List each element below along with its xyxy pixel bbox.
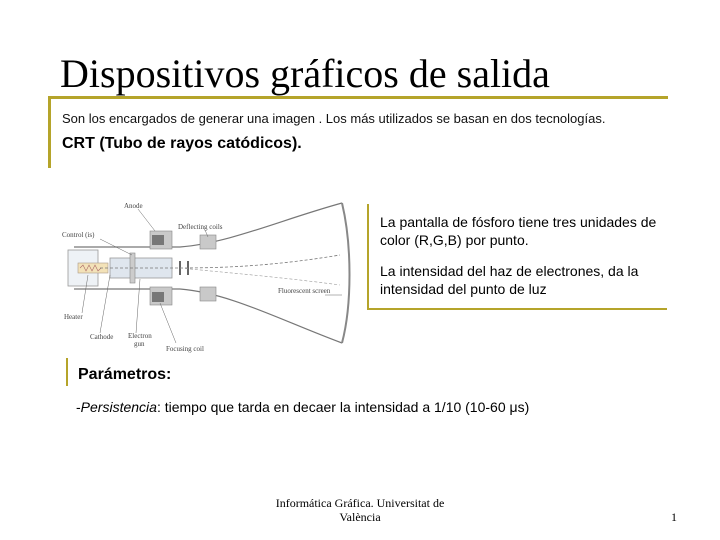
leader-gun: [136, 279, 140, 333]
note-intensity: La intensidad del haz de electrones, da la intensidad del punto de luz: [380, 263, 639, 297]
notes-bottom-rule: [367, 308, 667, 310]
label-anode: Anode: [124, 202, 143, 210]
persistence-definition: : tiempo que tarda en decaer la intensidad a 1/10 (10-60 μs): [156, 399, 530, 415]
footer: [250, 496, 470, 524]
persistence-term: Persistencia: [80, 399, 157, 415]
parameters-heading: Parámetros:: [78, 366, 172, 383]
footer-line-1: Informática Gráfica. Universitat de: [275, 496, 445, 510]
persistence-line: [76, 399, 529, 415]
leader-cathode: [100, 275, 110, 333]
title-side-rule: [48, 96, 51, 168]
label-heater: Heater: [64, 313, 83, 321]
slide-title: Dispositivos gráficos de salida: [60, 51, 550, 96]
deflecting-coil-upper: [200, 235, 216, 249]
label-control: Control (is): [62, 231, 95, 239]
focusing-coil-upper: [152, 235, 164, 245]
electron-beam-2: [180, 268, 340, 285]
fluorescent-screen: [342, 203, 350, 343]
label-gun-1: Electron: [128, 332, 152, 340]
label-gun-2: gun: [134, 340, 145, 348]
params-rule: [66, 358, 68, 386]
label-cathode: Cathode: [90, 333, 114, 341]
notes-side-rule: [367, 204, 369, 310]
focusing-coil-lower: [152, 292, 164, 302]
persistence-prefix: -: [76, 399, 81, 415]
title-underline: [48, 96, 668, 99]
label-focusing: Focusing coil: [166, 345, 204, 353]
label-screen: Fluorescent screen: [278, 287, 331, 295]
section-heading: CRT (Tubo de rayos catódicos).: [62, 135, 302, 152]
deflecting-coil-lower: [200, 287, 216, 301]
leader-focusing: [160, 303, 176, 343]
page-number: 1: [671, 510, 677, 524]
leader-anode: [138, 209, 155, 231]
heater: [78, 263, 108, 273]
crt-diagram: [60, 195, 360, 360]
footer-line-2: València: [339, 510, 381, 524]
slide-subtitle: Son los encargados de generar una imagen . Los más utilizados se basan en dos tecnologías.: [62, 111, 606, 126]
label-deflecting: Deflecting coils: [178, 223, 223, 231]
note-phosphor: La pantalla de fósforo tiene tres unidades de color (R,G,B) por punto.: [380, 214, 657, 248]
